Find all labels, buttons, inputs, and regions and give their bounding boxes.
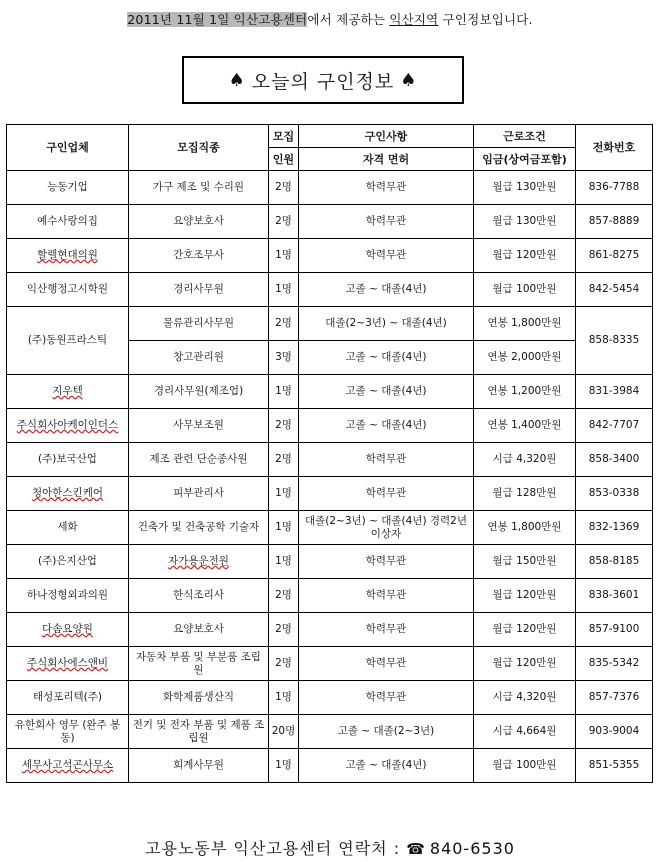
requirement-cell: 학력무관	[299, 545, 474, 579]
job-cell: 자가용운전원	[129, 545, 269, 579]
company-cell: 태성포리텍(주)	[7, 681, 129, 715]
job-cell: 경리사무원(제조업)	[129, 375, 269, 409]
count-cell: 2명	[269, 171, 299, 205]
phone-cell: 842-7707	[576, 409, 653, 443]
phone-cell: 842-5454	[576, 273, 653, 307]
table-row	[7, 681, 653, 715]
job-cell: 제조 관련 단순종사원	[129, 443, 269, 477]
company-cell: 세화	[7, 511, 129, 545]
count-cell: 1명	[269, 477, 299, 511]
phone-cell: 857-7376	[576, 681, 653, 715]
count-cell: 1명	[269, 545, 299, 579]
company-cell: (주)은지산업	[7, 545, 129, 579]
requirement-cell: 고졸 ~ 대졸(4년)	[299, 273, 474, 307]
table-row	[7, 205, 653, 239]
company-cell: (주)동원프라스틱	[7, 307, 129, 375]
wage-cell: 월급 150만원	[474, 545, 576, 579]
requirement-cell: 학력무관	[299, 443, 474, 477]
count-cell: 1명	[269, 511, 299, 545]
table-row	[7, 307, 653, 341]
phone-cell: 903-9004	[576, 715, 653, 749]
table-row	[7, 715, 653, 749]
count-cell: 3명	[269, 341, 299, 375]
telephone-icon: ☎	[406, 840, 426, 858]
header-count-bottom: 인원	[269, 148, 299, 171]
company-cell: 예수사랑의집	[7, 205, 129, 239]
phone-cell: 836-7788	[576, 171, 653, 205]
phone-cell: 858-3400	[576, 443, 653, 477]
table-row	[7, 239, 653, 273]
table-row	[7, 409, 653, 443]
company-cell: (주)보국산업	[7, 443, 129, 477]
requirement-cell: 학력무관	[299, 477, 474, 511]
requirement-cell: 학력무관	[299, 579, 474, 613]
requirement-cell: 고졸 ~ 대졸(2~3년)	[299, 715, 474, 749]
count-cell: 2명	[269, 307, 299, 341]
job-cell: 경리사무원	[129, 273, 269, 307]
requirement-cell: 학력무관	[299, 613, 474, 647]
table-row	[7, 613, 653, 647]
wage-cell: 연봉 1,800만원	[474, 307, 576, 341]
wage-cell: 월급 100만원	[474, 273, 576, 307]
wage-cell: 연봉 2,000만원	[474, 341, 576, 375]
job-cell: 요양보호사	[129, 613, 269, 647]
footer-phone: 840-6530	[429, 839, 515, 858]
header-company: 구인업체	[7, 125, 129, 171]
job-cell: 가구 제조 및 수리원	[129, 171, 269, 205]
requirement-cell: 학력무관	[299, 681, 474, 715]
header-req-bottom: 자격 면허	[299, 148, 474, 171]
phone-cell: 835-5342	[576, 647, 653, 681]
wage-cell: 시급 4,320원	[474, 443, 576, 477]
phone-cell: 857-8889	[576, 205, 653, 239]
wage-cell: 월급 128만원	[474, 477, 576, 511]
wage-cell: 월급 120만원	[474, 579, 576, 613]
count-cell: 20명	[269, 715, 299, 749]
table-row	[7, 545, 653, 579]
phone-cell: 851-5355	[576, 749, 653, 783]
job-cell: 한식조리사	[129, 579, 269, 613]
footer-text: 고용노동부 익산고용센터 연락처 :	[145, 839, 401, 858]
count-cell: 2명	[269, 613, 299, 647]
wage-cell: 연봉 1,200만원	[474, 375, 576, 409]
job-cell: 건축가 및 건축공학 기술자	[129, 511, 269, 545]
company-cell: 하나정형외과의원	[7, 579, 129, 613]
company-cell: 주식회사아케이인더스	[7, 409, 129, 443]
wage-cell: 시급 4,320원	[474, 681, 576, 715]
header-region: 익산지역	[389, 12, 439, 27]
job-table	[6, 124, 653, 783]
page-title-text: 오늘의 구인정보	[251, 70, 395, 93]
company-cell: 지우텍	[7, 375, 129, 409]
table-row	[7, 749, 653, 783]
job-cell: 창고관리원	[129, 341, 269, 375]
header-cond-bottom: 임금(상여금포함)	[474, 148, 576, 171]
requirement-cell: 학력무관	[299, 205, 474, 239]
job-cell: 물류관리사무원	[129, 307, 269, 341]
table-row	[7, 647, 653, 681]
table-row	[7, 511, 653, 545]
header-req-top: 구인사항	[299, 125, 474, 148]
company-cell: 주식회사에스앤비	[7, 647, 129, 681]
wage-cell: 월급 120만원	[474, 239, 576, 273]
table-row	[7, 443, 653, 477]
job-cell: 간호조무사	[129, 239, 269, 273]
job-cell: 요양보호사	[129, 205, 269, 239]
count-cell: 1명	[269, 375, 299, 409]
header-end: 구인정보입니다.	[438, 12, 533, 27]
wage-cell: 월급 100만원	[474, 749, 576, 783]
header-date-center: 2011년 11월 1일 익산고용센터	[127, 12, 308, 27]
job-cell: 회계사무원	[129, 749, 269, 783]
table-row	[7, 171, 653, 205]
count-cell: 2명	[269, 647, 299, 681]
header-job: 모집직종	[129, 125, 269, 171]
requirement-cell: 대졸(2~3년) ~ 대졸(4년)	[299, 307, 474, 341]
requirement-cell: 고졸 ~ 대졸(4년)	[299, 409, 474, 443]
requirement-cell: 고졸 ~ 대졸(4년)	[299, 749, 474, 783]
header-phone: 전화번호	[576, 125, 653, 171]
wage-cell: 시급 4,664원	[474, 715, 576, 749]
count-cell: 2명	[269, 579, 299, 613]
job-cell: 사무보조원	[129, 409, 269, 443]
requirement-cell: 학력무관	[299, 647, 474, 681]
wage-cell: 월급 130만원	[474, 171, 576, 205]
table-row	[7, 579, 653, 613]
footer-contact	[0, 836, 660, 859]
header-count-top: 모집	[269, 125, 299, 148]
wage-cell: 연봉 1,800만원	[474, 511, 576, 545]
phone-cell: 831-3984	[576, 375, 653, 409]
count-cell: 2명	[269, 205, 299, 239]
wage-cell: 월급 120만원	[474, 647, 576, 681]
company-cell: 능동기업	[7, 171, 129, 205]
table-row	[7, 273, 653, 307]
job-cell: 전기 및 전자 부품 및 제품 조립원	[129, 715, 269, 749]
phone-cell: 858-8185	[576, 545, 653, 579]
table-row	[7, 375, 653, 409]
requirement-cell: 학력무관	[299, 171, 474, 205]
header-mid: 에서 제공하는	[307, 12, 390, 27]
count-cell: 1명	[269, 681, 299, 715]
phone-cell: 838-3601	[576, 579, 653, 613]
count-cell: 1명	[269, 273, 299, 307]
requirement-cell: 대졸(2~3년) ~ 대졸(4년) 경력2년 이상자	[299, 511, 474, 545]
company-cell: 익산행정고시학원	[7, 273, 129, 307]
count-cell: 1명	[269, 239, 299, 273]
page-title	[182, 56, 464, 104]
spade-icon: ♠	[228, 69, 246, 91]
job-cell: 화학제품생산직	[129, 681, 269, 715]
job-cell: 자동차 부품 및 부분품 조립원	[129, 647, 269, 681]
header-cond-top: 근로조건	[474, 125, 576, 148]
job-cell: 피부관리사	[129, 477, 269, 511]
phone-cell: 853-0338	[576, 477, 653, 511]
phone-cell: 857-9100	[576, 613, 653, 647]
wage-cell: 월급 120만원	[474, 613, 576, 647]
company-cell: 세무사고석곤사무소	[7, 749, 129, 783]
phone-cell: 858-8335	[576, 307, 653, 375]
phone-cell: 832-1369	[576, 511, 653, 545]
table-row	[7, 477, 653, 511]
count-cell: 1명	[269, 749, 299, 783]
count-cell: 2명	[269, 409, 299, 443]
company-cell: 유한회사 영무 (완주 봉동)	[7, 715, 129, 749]
wage-cell: 월급 130만원	[474, 205, 576, 239]
count-cell: 2명	[269, 443, 299, 477]
header-line	[0, 10, 660, 28]
requirement-cell: 고졸 ~ 대졸(4년)	[299, 341, 474, 375]
requirement-cell: 고졸 ~ 대졸(4년)	[299, 375, 474, 409]
phone-cell: 861-8275	[576, 239, 653, 273]
company-cell: 다솜요양원	[7, 613, 129, 647]
wage-cell: 연봉 1,400만원	[474, 409, 576, 443]
company-cell: 할렐현대의원	[7, 239, 129, 273]
spade-icon: ♠	[400, 69, 418, 91]
requirement-cell: 학력무관	[299, 239, 474, 273]
company-cell: 청아한스킨케어	[7, 477, 129, 511]
